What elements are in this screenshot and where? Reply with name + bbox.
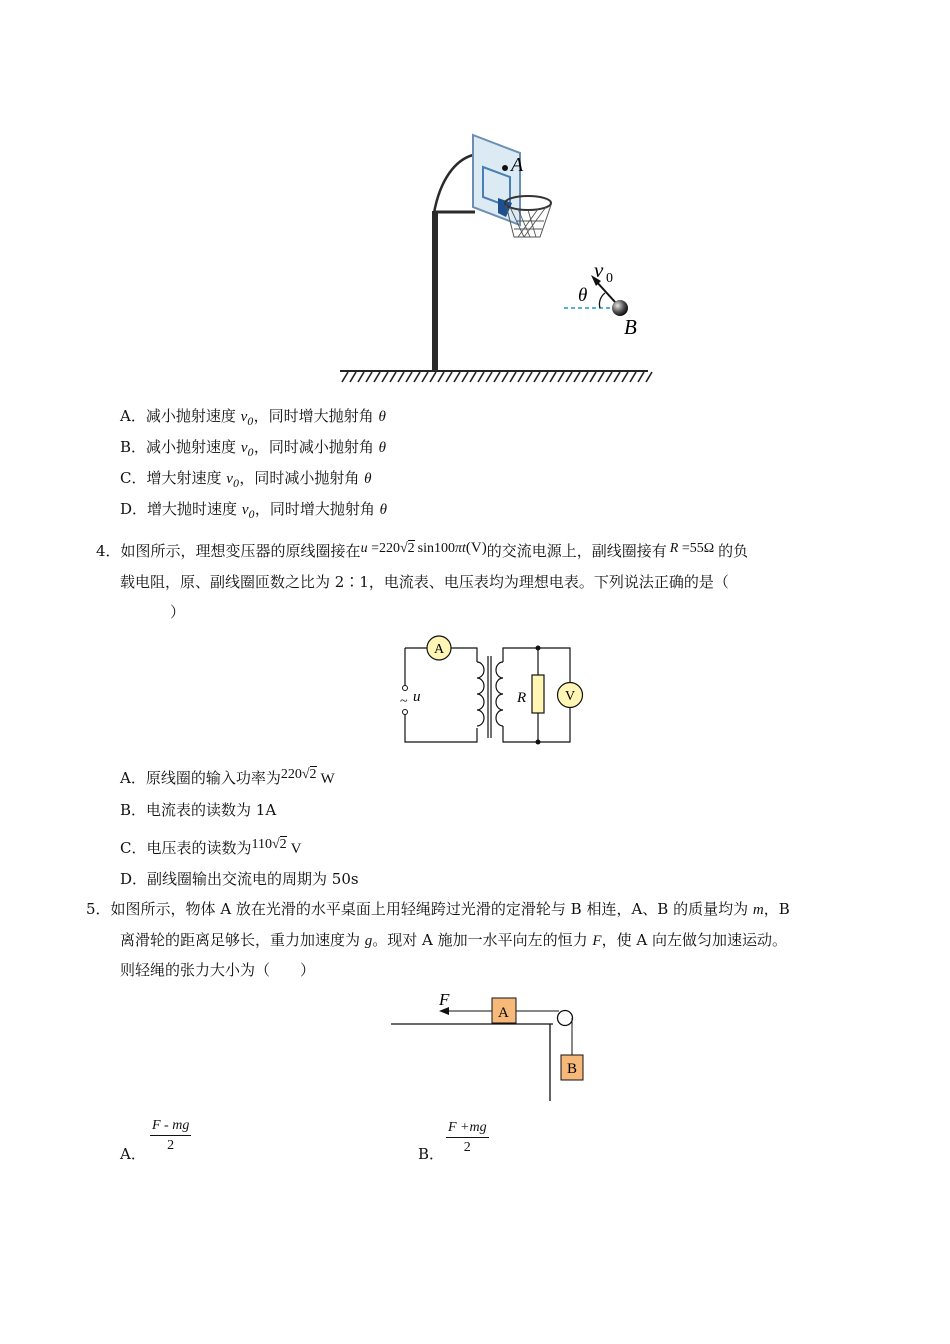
q4-option-c: C．电压表的读数为110√2 V: [120, 837, 302, 857]
formula-var: πt: [455, 541, 466, 556]
ground-hatch-mark: [398, 372, 404, 382]
block-b-label: B: [567, 1061, 578, 1077]
option-letter: C．: [120, 469, 147, 487]
question-var: m: [752, 902, 764, 918]
formula-text: sin100: [417, 541, 455, 556]
option-text: 电流表的读数为 1A: [146, 801, 277, 819]
ground-hatch-mark: [438, 372, 444, 382]
ground-hatch-mark: [590, 372, 596, 382]
question-text: 如图所示，理想变压器的原线圈接在: [120, 542, 361, 560]
ground-hatch-mark: [606, 372, 612, 382]
ground-hatch-mark: [454, 372, 460, 382]
ground-hatch-mark: [622, 372, 628, 382]
option-text: 减小抛射速度: [146, 438, 241, 456]
ground-hatch-mark: [566, 372, 572, 382]
ground-hatch-mark: [374, 372, 380, 382]
ground-hatch-mark: [414, 372, 420, 382]
option-letter: B．: [120, 801, 147, 819]
ground-hatch-mark: [478, 372, 484, 382]
ground-hatch-mark: [390, 372, 396, 382]
option-sqrt: 2: [279, 837, 287, 852]
formula-text: =55Ω: [678, 541, 715, 556]
ground-hatch-mark: [462, 372, 468, 382]
option-number: 110: [251, 837, 272, 852]
q5-option-b-fraction: [446, 1120, 489, 1156]
ground-hatch-mark: [446, 372, 452, 382]
option-letter: A．: [120, 769, 146, 787]
ground-hatch-mark: [614, 372, 620, 382]
q3-option-a: [120, 406, 386, 433]
ground-hatch-mark: [486, 372, 492, 382]
ground-hatch-mark: [358, 372, 364, 382]
option-text: 增大射速度: [146, 469, 227, 487]
formula-var: u: [360, 541, 368, 556]
fraction-denominator: 2: [463, 1140, 471, 1155]
q4-line-2: 载电阻，原、副线圈匝数之比为 2∶1，电流表、电压表均为理想电表。下列说法正确的是（: [120, 573, 729, 591]
ground-hatch-mark: [366, 372, 372, 382]
fraction-denominator: 2: [167, 1138, 175, 1153]
resistor-label: R: [517, 690, 527, 706]
option-text: 原线圈的输入功率为: [145, 769, 281, 787]
ground-hatch-mark: [630, 372, 636, 382]
ground-hatch-mark: [550, 372, 556, 382]
question-text: 离滑轮的距离足够长，重力加速度为: [120, 931, 365, 949]
ground-hatch-mark: [382, 372, 388, 382]
ground-hatch-mark: [574, 372, 580, 382]
option-theta: θ: [364, 471, 372, 487]
q4-line-1: 4．如图所示，理想变压器的原线圈接在u =220√2 sin100πt(V)的交流电源上，副线圈接有 R =55Ω 的负: [96, 540, 749, 560]
q4-line-3: ）: [170, 603, 186, 621]
question-text: 。现对 A 施加一水平向左的恒力: [372, 931, 593, 949]
question-text: 的交流电源上，副线圈接有: [486, 542, 667, 560]
question-var: g: [364, 933, 373, 949]
ground-hatch-mark: [542, 372, 548, 382]
ground-hatch-mark: [558, 372, 564, 382]
label-a: A: [511, 154, 524, 176]
ground-hatch-mark: [350, 372, 356, 382]
label-theta: θ: [578, 285, 588, 306]
formula-sqrt: 2: [407, 541, 415, 556]
option-theta: θ: [378, 409, 386, 425]
ground-hatch-mark: [494, 372, 500, 382]
ground-hatch-mark: [598, 372, 604, 382]
option-letter: B．: [120, 438, 147, 456]
q3-option-b: [120, 437, 386, 464]
ground-hatch-mark: [510, 372, 516, 382]
option-text: 副线圈输出交流电的周期为 50s: [147, 870, 359, 888]
ground-hatch-mark: [518, 372, 524, 382]
block-a-label: A: [498, 1005, 509, 1021]
option-text: ，同时减小抛射角: [239, 469, 365, 487]
fraction-numerator: F - mg: [150, 1118, 191, 1136]
option-letter: D．: [120, 500, 148, 518]
ground-hatch-mark: [422, 372, 428, 382]
question-number: 4．: [96, 542, 121, 560]
ground-hatch-mark: [406, 372, 412, 382]
question-var: F: [592, 933, 602, 949]
option-text: 减小抛射速度: [145, 407, 241, 425]
formula-var: R: [669, 541, 679, 556]
question-text: 的负: [718, 542, 749, 560]
label-v0: v: [594, 258, 604, 282]
option-letter: D．: [120, 870, 148, 888]
question-text: ，使 A 向左做匀加速运动。: [601, 931, 787, 949]
option-unit: W: [320, 771, 335, 787]
option-sub: 0: [232, 479, 240, 490]
fraction-numerator: F +mg: [446, 1120, 489, 1138]
option-letter: C．: [120, 839, 147, 857]
label-b: B: [624, 315, 637, 339]
pulley-figure: [385, 985, 595, 1105]
option-text: 增大抛时速度: [147, 500, 242, 518]
q4-option-b: [120, 800, 276, 820]
q5-line-3: 则轻绳的张力大小为（ ）: [120, 961, 316, 979]
q5-line-2: [120, 929, 787, 952]
force-label: F: [439, 990, 450, 1009]
option-theta: θ: [378, 440, 387, 456]
option-var: v: [240, 440, 248, 456]
ground-hatch-mark: [646, 372, 652, 382]
ground-hatch-mark: [534, 372, 540, 382]
q5-option-a-letter: A．: [120, 1145, 146, 1163]
basketball-figure: [330, 125, 660, 390]
ground-hatch-mark: [470, 372, 476, 382]
ac-source-symbol: ~: [400, 694, 408, 709]
ground-hatch-mark: [342, 372, 348, 382]
formula-unit: (V): [465, 540, 487, 556]
option-sub: 0: [247, 417, 254, 428]
source-label: u: [413, 689, 421, 705]
option-number: 220: [280, 767, 302, 782]
question-number: 5．: [86, 900, 111, 918]
option-letter: A．: [120, 407, 146, 425]
ground-hatch-mark: [430, 372, 436, 382]
ammeter-label: A: [434, 642, 445, 657]
option-var: v: [241, 502, 249, 518]
option-sqrt: 2: [309, 767, 317, 782]
label-v0-sub: 0: [606, 271, 613, 286]
question-text: ，B: [763, 900, 790, 918]
option-unit: V: [290, 841, 302, 857]
ground-hatch-mark: [502, 372, 508, 382]
option-text: ，同时增大抛射角: [253, 407, 379, 425]
q5-option-b-letter: B．: [418, 1145, 445, 1163]
ground-hatch-mark: [582, 372, 588, 382]
option-text: ，同时增大抛射角: [254, 500, 380, 518]
question-text: 如图所示，物体 A 放在光滑的水平桌面上用轻绳跨过光滑的定滑轮与 B 相连，A、B 的质量均为: [110, 900, 753, 918]
option-var: v: [226, 471, 233, 487]
voltmeter-label: V: [565, 689, 576, 704]
transformer-circuit-figure: [395, 630, 595, 750]
ground-hatch-mark: [638, 372, 644, 382]
option-sub: 0: [247, 448, 254, 459]
option-sub: 0: [248, 510, 255, 521]
q4-option-d: [120, 869, 359, 889]
option-text: ，同时减小抛射角: [253, 438, 379, 456]
ground-hatch-mark: [526, 372, 532, 382]
option-text: 电压表的读数为: [146, 839, 252, 857]
q3-option-d: [120, 499, 387, 526]
option-var: v: [240, 409, 248, 425]
q4-option-a: A．原线圈的输入功率为220√2 W: [120, 767, 335, 787]
formula-text: =220: [367, 541, 400, 556]
option-theta: θ: [379, 502, 388, 518]
q5-line-1: [86, 898, 790, 921]
q5-option-a-fraction: [150, 1118, 191, 1154]
q3-option-c: [120, 468, 371, 495]
